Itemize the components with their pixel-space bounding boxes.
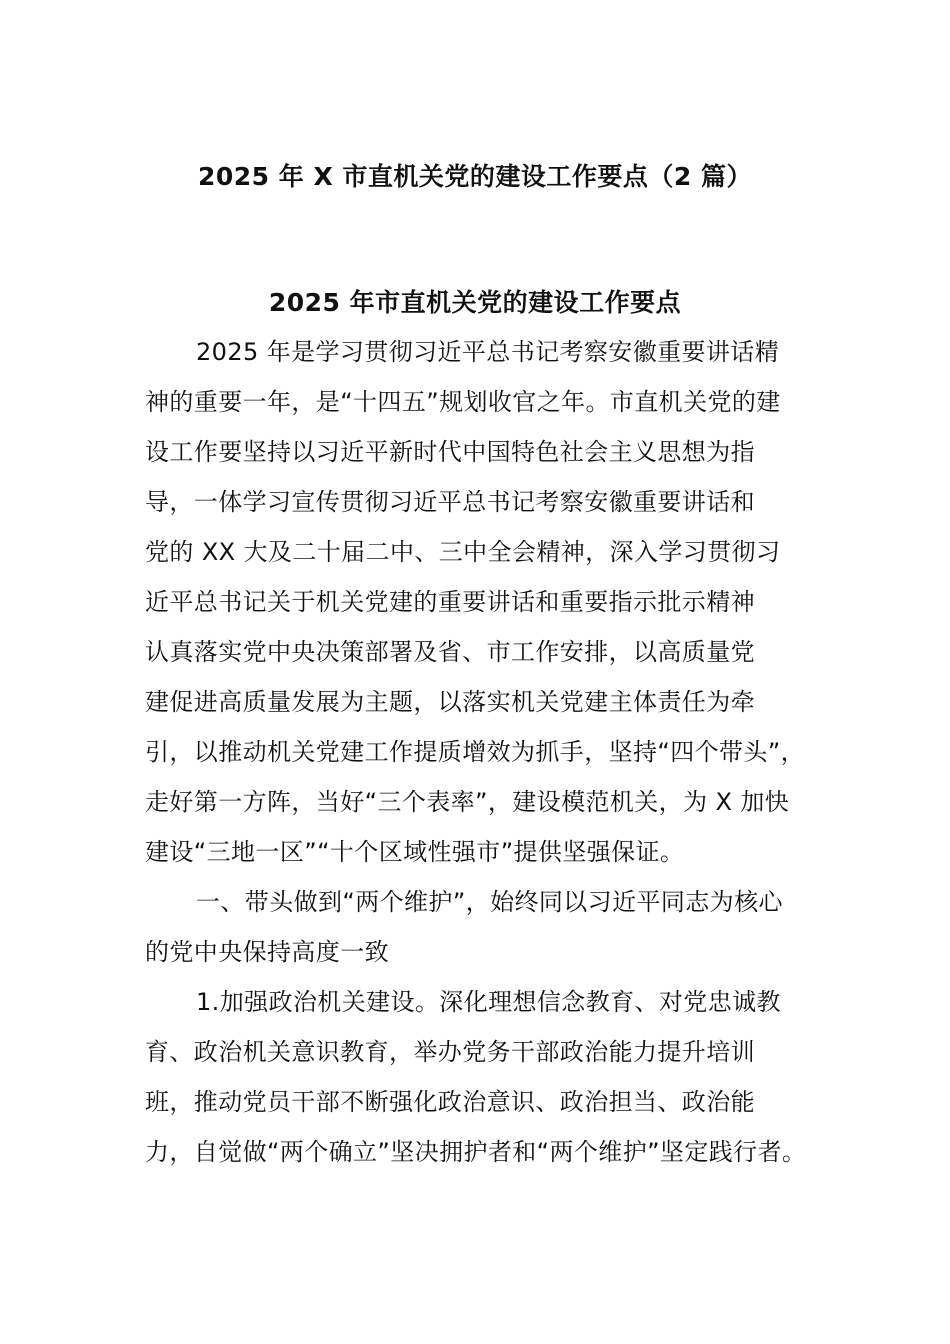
paragraph-line: 建设“三地一区”“十个区域性强市”提供坚强保证。 bbox=[145, 838, 685, 866]
paragraph-line: 建促进高质量发展为主题，以落实机关党建主体责任为牵 bbox=[145, 688, 755, 716]
paragraph-line: 力，自觉做“两个确立”坚决拥护者和“两个维护”坚定践行者。 bbox=[145, 1138, 807, 1166]
paragraph-line: 班，推动党员干部不断强化政治意识、政治担当、政治能 bbox=[145, 1088, 755, 1116]
paragraph-line: 神的重要一年，是“十四五”规划收官之年。市直机关党的建 bbox=[145, 388, 781, 416]
paragraph-line: 党的 XX 大及二十届二中、三中全会精神，深入学习贯彻习 bbox=[145, 538, 781, 566]
paragraph-line: 1.加强政治机关建设。深化理想信念教育、对党忠诚教 bbox=[196, 988, 781, 1016]
paragraph-line: 引，以推动机关党建工作提质增效为抓手，坚持“四个带头”， bbox=[145, 738, 806, 766]
paragraph-line: 认真落实党中央决策部署及省、市工作安排，以高质量党 bbox=[145, 638, 755, 666]
document-title: 2025 年 X 市直机关党的建设工作要点（2 篇） bbox=[197, 162, 753, 191]
paragraph-line: 2025 年是学习贯彻习近平总书记考察安徽重要讲话精 bbox=[196, 338, 780, 366]
paragraph-line: 走好第一方阵，当好“三个表率”，建设模范机关，为 X 加快 bbox=[145, 788, 790, 816]
heading-line: 的党中央保持高度一致 bbox=[145, 938, 389, 966]
paragraph-line: 育、政治机关意识教育，举办党务干部政治能力提升培训 bbox=[145, 1038, 755, 1066]
paragraph-line: 近平总书记关于机关党建的重要讲话和重要指示批示精神 bbox=[145, 588, 755, 616]
heading-line: 一、带头做到“两个维护”，始终同以习近平同志为核心 bbox=[196, 888, 783, 916]
paragraph-line: 导，一体学习宣传贯彻习近平总书记考察安徽重要讲话和 bbox=[145, 488, 755, 516]
paragraph-line: 设工作要坚持以习近平新时代中国特色社会主义思想为指 bbox=[145, 438, 755, 466]
section-title: 2025 年市直机关党的建设工作要点 bbox=[268, 288, 682, 317]
